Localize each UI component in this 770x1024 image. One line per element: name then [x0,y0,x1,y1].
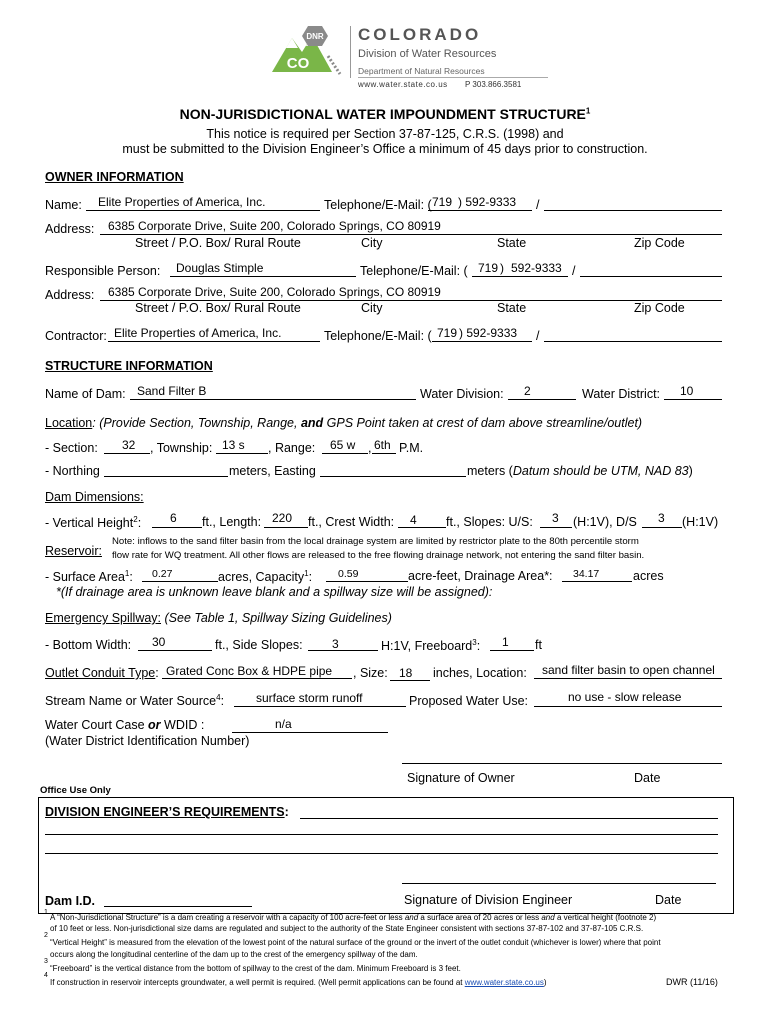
resp-field[interactable]: Douglas Stimple [176,261,264,275]
name-field[interactable]: Elite Properties of America, Inc. [98,195,266,209]
name-line [86,210,320,211]
address-line [100,234,722,235]
ds-field[interactable]: 3 [658,511,665,525]
requirements-heading: DIVISION ENGINEER’S REQUIREMENTS: [45,805,289,819]
court-line [232,732,388,733]
drain-line [562,581,632,582]
ds-line [642,527,682,528]
resp-tel-paren: ) [500,261,504,275]
free-field[interactable]: 1 [502,635,509,649]
contractor-field[interactable]: Elite Properties of America, Inc. [114,326,282,340]
damid-label: Dam I.D. [45,894,96,908]
stream-line [234,706,406,707]
tel-slash: / [536,198,540,212]
form-id: DWR (11/16) [666,977,718,987]
resp-tel-num[interactable]: 592-9333 [511,261,562,275]
easting-label: meters, Easting [229,464,316,478]
logo-divider [350,26,351,78]
dam-name-field[interactable]: Sand Filter B [137,384,207,398]
outlet-field[interactable]: Grated Conc Box & HDPE pipe [166,664,333,678]
req-line-2[interactable] [45,834,718,835]
length-label: ft., Length: [202,515,262,529]
free-ft: ft [535,638,542,652]
resp-tel-area[interactable]: 719 [478,261,499,275]
sa-line [142,581,218,582]
website[interactable]: www.water.state.co.us [358,80,448,89]
resp-email-line[interactable] [580,276,722,277]
resp-line [170,276,356,277]
phone: P 303.866.3581 [465,80,522,89]
section-label: - Section: [45,441,98,455]
contractor-email-line[interactable] [544,341,722,342]
dims-label: Dam Dimensions: [45,490,144,504]
title-line1: This notice is required per Section 37-87-125, C.R.S. (1998) and [206,127,564,141]
street2-caption: Street / P.O. Box/ Rural Route [135,301,301,315]
range-line [322,453,368,454]
use-line [534,706,722,707]
pm-field[interactable]: 6th [374,438,391,452]
loc-line [534,678,722,679]
resp-tel-label: Telephone/E-Mail: ( [360,264,468,278]
page-title: NON-JURISDICTIONAL WATER IMPOUNDMENT STRUCTURE$^1$ [179,106,591,122]
resp-label: Responsible Person: [45,264,161,278]
township-line [216,453,268,454]
township-field[interactable]: 13 s [222,438,245,452]
location-label: inches, Location: [433,666,527,680]
city-caption: City [361,236,383,250]
contractor-tel-rest[interactable]: ) 592-9333 [459,326,518,340]
district-line [664,399,722,400]
stream-field[interactable]: surface storm runoff [256,691,363,705]
reservoir-note2: flow rate for WQ treatment. All other flows are released to the free flowing drainage network, not entering the sand filter basin. [112,550,645,561]
footnote-1-number: 1 [44,909,48,916]
hv-end: (H:1V) [682,515,719,529]
owner-date-label: Date [634,771,661,785]
contractor-slash: / [536,329,540,343]
tel-line [428,210,532,211]
acres-end: acres [633,569,664,583]
pm-comma: , [368,441,372,455]
spillway-label: Emergency Spillway: (See Table 1, Spillway Sizing Guidelines) [45,611,392,625]
engineer-signature-line[interactable] [402,883,716,884]
slopes-label: ft., Slopes: U/S: [446,515,533,529]
req-line-3[interactable] [45,853,718,854]
division-label: Water Division: [420,387,504,401]
engineer-signature-label: Signature of Division Engineer [404,893,573,907]
reservoir-note1: Note: inflows to the sand filter basin from the local drainage system are limited by restrictor plate to the 80th percentile storm [112,536,639,547]
drainage-label: acre-feet, Drainage Area*: [408,569,553,583]
footnote-1: A “Non-Jurisdictional Structure” is a dam creating a reservoir with a capacity of 100 acre-feet or less and a surface area of 20 acres or less and a vertical height (footnote 2) [50,913,657,922]
crest-label: ft., Crest Width: [308,515,395,529]
northing-label: - Northing [45,464,100,478]
range-label: , Range: [268,441,316,455]
address-label: Address: [45,222,95,236]
city2-caption: City [361,301,383,315]
address-field[interactable]: 6385 Corporate Drive, Suite 200, Colorado Springs, CO 80919 [108,219,441,233]
side-label: ft., Side Slopes: [215,638,303,652]
street-caption: Street / P.O. Box/ Rural Route [135,236,301,250]
division-name: Division of Water Resources [358,48,497,60]
outlet-line [162,678,352,679]
email-line[interactable] [544,210,722,211]
us-line [540,527,572,528]
state-caption: State [497,236,527,250]
owner-signature-line[interactable] [402,763,722,764]
footnote-4-number: 4 [44,972,48,979]
length-field[interactable]: 220 [272,511,293,525]
dam-name-label: Name of Dam: [45,387,126,401]
bw-line [138,650,212,651]
court-sub: (Water District Identification Number) [45,734,250,748]
resp-slash: / [572,264,576,278]
datum-label: meters (Datum should be UTM, NAD 83) [467,464,693,478]
footnote-3-number: 3 [44,958,48,965]
state2-caption: State [497,301,527,315]
crest-field[interactable]: 4 [410,513,417,527]
freeboard-label: H:1V, Freeboard$^3$: [381,638,481,654]
contractor-tel-label: Telephone/E-Mail: ( [324,329,432,343]
footnote-4: If construction in reservoir intercepts groundwater, a well permit is required. (Well permit applications can be found at www.water.state.co.us) [50,978,547,987]
damid-line[interactable] [104,906,252,907]
tel-label: Telephone/E-Mail: ( [324,198,432,212]
location-line: Location: (Provide Section, Township, Range, and GPS Point taken at crest of dam above streamline/outlet) [45,416,643,430]
svg-text:CO: CO [286,55,310,72]
owner-heading: OWNER INFORMATION [45,170,184,184]
range-field[interactable]: 65 w [330,438,356,452]
resp-tel-line [472,276,568,277]
water-state-link[interactable]: www.water.state.co.us [464,978,544,987]
req-line-1[interactable] [300,818,718,819]
vh-label: - Vertical Height$^2$: [45,515,142,531]
capacity-label: acres, Capacity$^1$: [218,569,313,585]
sa-field[interactable]: 0.27 [152,568,173,580]
section-field[interactable]: 32 [122,438,136,452]
address2-field[interactable]: 6385 Corporate Drive, Suite 200, Colorado Springs, CO 80919 [108,285,441,299]
office-use-label: Office Use Only [40,785,111,796]
svg-text:DNR: DNR [306,32,324,41]
dnr-mountain-icon [268,22,348,78]
cap-field[interactable]: 0.59 [338,568,359,580]
contractor-tel-area[interactable]: 719 [437,326,458,340]
contractor-label: Contractor: [45,329,107,343]
pm-label: P.M. [399,441,424,455]
tel-area-field[interactable]: 719 [432,195,453,209]
drain-field[interactable]: 34.17 [573,568,600,580]
engineer-date-label: Date [655,893,682,907]
cap-line [326,581,408,582]
vh-line [152,527,202,528]
sa-label: - Surface Area$^1$: [45,569,133,585]
size-field[interactable]: 18 [399,666,413,680]
division-field[interactable]: 2 [524,384,531,398]
side-line [308,650,378,651]
district-field[interactable]: 10 [680,384,694,398]
us-field[interactable]: 3 [552,511,559,525]
bw-label: - Bottom Width: [45,638,132,652]
tel-rest-field[interactable]: ) 592-9333 [458,195,517,209]
address2-label: Address: [45,288,95,302]
drain-note: *(If drainage area is unknown leave blank and a spillway size will be assigned): [56,585,493,599]
section-line [104,453,150,454]
contractor-tel-line [432,341,532,342]
org-name: COLORADO [358,25,482,44]
side-field[interactable]: 3 [332,637,339,651]
loc-field[interactable]: sand filter basin to open channel [542,663,715,677]
pm-line [372,453,396,454]
zip-caption: Zip Code [634,236,685,250]
owner-signature-label: Signature of Owner [407,771,515,785]
contractor-line [108,341,320,342]
free-line [490,650,534,651]
dam-name-line [130,399,416,400]
ds-label: (H:1V), D/S [573,515,637,529]
use-field[interactable]: no use - slow release [568,690,682,704]
bw-field[interactable]: 30 [152,635,166,649]
department-name: Department of Natural Resources [358,66,485,76]
stream-label: Stream Name or Water Source$^4$: [45,693,225,709]
use-label: Proposed Water Use: [409,694,529,708]
court-label: Water Court Case or WDID : [45,718,205,732]
outlet-label: Outlet Conduit Type: [45,666,159,680]
size-line [390,680,430,681]
easting-line[interactable] [320,476,466,477]
reservoir-label: Reservoir: [45,544,102,558]
footnote-2-number: 2 [44,932,48,939]
size-label: , Size: [353,666,388,680]
footnote-1-line2: of 10 feet or less. Non-jurisdictional size dams are regulated and subject to the authority of the State Engineer consistent with sections 37-87-102 and 37-87-105 C.R.S. [50,924,644,933]
footnote-2-line2: occurs along the longitudinal centerline of the dam up to the crest of the emergency spillway of the dam. [50,950,418,959]
name-label: Name: [45,198,82,212]
logo [268,22,348,78]
township-label: , Township: [150,441,213,455]
zip2-caption: Zip Code [634,301,685,315]
footnote-2: “Vertical Height” is measured from the elevation of the lowest point of the natural surface of the ground or the invert of the outlet conduit (whichever is lower) where that point [50,938,661,947]
court-field[interactable]: n/a [275,717,292,731]
structure-heading: STRUCTURE INFORMATION [45,359,213,373]
footnote-3: “Freeboard” is the vertical distance from the bottom of spillway to the crest of the dam. Minimum Freeboard is 3 feet. [50,964,461,973]
northing-line[interactable] [104,476,228,477]
header-divider [358,77,548,78]
crest-line [398,527,446,528]
title-line2: must be submitted to the Division Engineer’s Office a minimum of 45 days prior to construction. [122,142,648,156]
length-line [264,527,308,528]
vh-field[interactable]: 6 [170,511,177,525]
division-line [508,399,576,400]
district-label: Water District: [582,387,661,401]
